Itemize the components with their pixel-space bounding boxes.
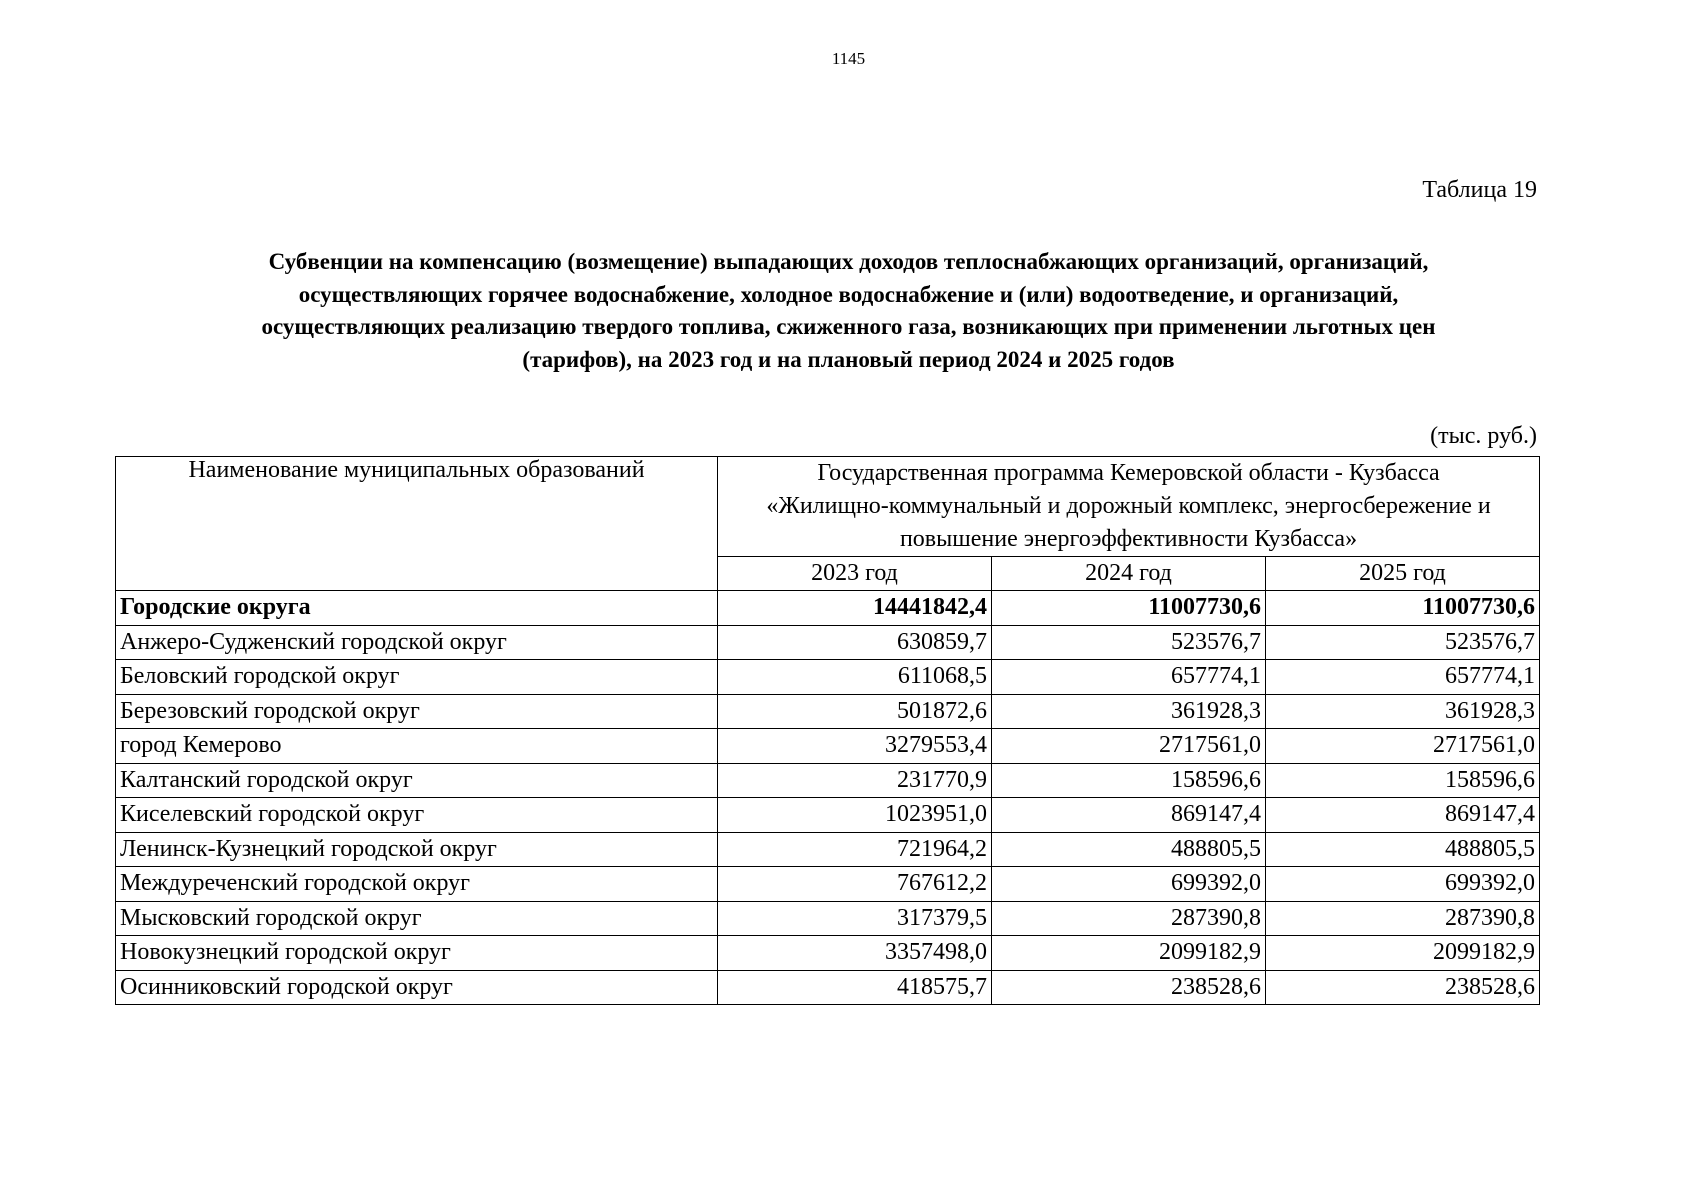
- value-2023-cell: 611068,5: [718, 660, 992, 695]
- table-row: [116, 625, 1540, 660]
- value-2024-cell: 158596,6: [992, 763, 1266, 798]
- value-2025-cell: 238528,6: [1266, 970, 1540, 1005]
- program-header-line: повышение энергоэффективности Кузбасса»: [899, 526, 1358, 552]
- table-row: [116, 763, 1540, 798]
- value-2025-cell: 2717561,0: [1266, 729, 1540, 764]
- units-note: (тыс. руб.): [1430, 423, 1537, 449]
- table-row: [116, 660, 1540, 695]
- value-2024-cell: 11007730,6: [992, 591, 1266, 626]
- value-2023-cell: 231770,9: [718, 763, 992, 798]
- municipality-name-cell: город Кемерово: [116, 729, 718, 764]
- subventions-table: [115, 456, 1540, 1005]
- value-2023-cell: 721964,2: [718, 832, 992, 867]
- value-2023-cell: 14441842,4: [718, 591, 992, 626]
- table-row: [116, 936, 1540, 971]
- title-line: осуществляющих реализацию твердого топлива, сжиженного газа, возникающих при применении льготных цен: [261, 314, 1436, 339]
- table-row: [116, 798, 1540, 833]
- table-row: [116, 832, 1540, 867]
- value-2025-cell: 361928,3: [1266, 694, 1540, 729]
- table-label: Таблица 19: [1422, 177, 1537, 203]
- value-2024-cell: 238528,6: [992, 970, 1266, 1005]
- municipality-name-cell: Беловский городской округ: [116, 660, 718, 695]
- value-2024-cell: 361928,3: [992, 694, 1266, 729]
- municipality-column-header: Наименование муниципальных образований: [116, 457, 718, 591]
- year-header-2024: 2024 год: [992, 557, 1266, 591]
- program-header: [718, 457, 1540, 557]
- value-2025-cell: 869147,4: [1266, 798, 1540, 833]
- table-row: [116, 729, 1540, 764]
- title-line: Субвенции на компенсацию (возмещение) выпадающих доходов теплоснабжающих организаций, организаций,: [268, 249, 1429, 274]
- value-2024-cell: 2099182,9: [992, 936, 1266, 971]
- year-header-2023: 2023 год: [718, 557, 992, 591]
- year-header-2025: 2025 год: [1266, 557, 1540, 591]
- value-2023-cell: 418575,7: [718, 970, 992, 1005]
- table-row: [116, 867, 1540, 902]
- municipality-name-cell: Городские округа: [116, 591, 718, 626]
- value-2023-cell: 317379,5: [718, 901, 992, 936]
- table-body: [116, 591, 1540, 1005]
- value-2023-cell: 630859,7: [718, 625, 992, 660]
- value-2023-cell: 501872,6: [718, 694, 992, 729]
- table-row: [116, 901, 1540, 936]
- program-header-line: «Жилищно-коммунальный и дорожный комплекс, энергосбережение и: [766, 493, 1491, 519]
- municipality-name-cell: Междуреченский городской округ: [116, 867, 718, 902]
- value-2024-cell: 699392,0: [992, 867, 1266, 902]
- value-2023-cell: 3357498,0: [718, 936, 992, 971]
- table-row: [116, 694, 1540, 729]
- value-2024-cell: 488805,5: [992, 832, 1266, 867]
- municipality-name-cell: Новокузнецкий городской округ: [116, 936, 718, 971]
- municipality-name-cell: Киселевский городской округ: [116, 798, 718, 833]
- value-2025-cell: 287390,8: [1266, 901, 1540, 936]
- value-2025-cell: 158596,6: [1266, 763, 1540, 798]
- table-row: [116, 970, 1540, 1005]
- value-2024-cell: 287390,8: [992, 901, 1266, 936]
- page-number: 1145: [831, 49, 866, 68]
- value-2024-cell: 657774,1: [992, 660, 1266, 695]
- value-2024-cell: 2717561,0: [992, 729, 1266, 764]
- value-2025-cell: 523576,7: [1266, 625, 1540, 660]
- value-2025-cell: 11007730,6: [1266, 591, 1540, 626]
- value-2025-cell: 699392,0: [1266, 867, 1540, 902]
- municipality-name-cell: Осинниковский городской округ: [116, 970, 718, 1005]
- municipality-name-cell: Анжеро-Судженский городской округ: [116, 625, 718, 660]
- value-2025-cell: 657774,1: [1266, 660, 1540, 695]
- title-line: осуществляющих горячее водоснабжение, холодное водоснабжение и (или) водоотведение, и организаций,: [298, 281, 1399, 307]
- municipality-name-cell: Калтанский городской округ: [116, 763, 718, 798]
- municipality-name-cell: Мысковский городской округ: [116, 901, 718, 936]
- title-line: (тарифов), на 2023 год и на плановый период 2024 и 2025 годов: [522, 346, 1175, 372]
- value-2024-cell: 869147,4: [992, 798, 1266, 833]
- value-2023-cell: 3279553,4: [718, 729, 992, 764]
- value-2025-cell: 488805,5: [1266, 832, 1540, 867]
- value-2023-cell: 767612,2: [718, 867, 992, 902]
- value-2023-cell: 1023951,0: [718, 798, 992, 833]
- value-2024-cell: 523576,7: [992, 625, 1266, 660]
- document-title: [130, 246, 1567, 376]
- total-row: [116, 591, 1540, 626]
- value-2025-cell: 2099182,9: [1266, 936, 1540, 971]
- municipality-name-cell: Березовский городской округ: [116, 694, 718, 729]
- program-header-line: Государственная программа Кемеровской области - Кузбасса: [817, 460, 1440, 486]
- municipality-name-cell: Ленинск-Кузнецкий городской округ: [116, 832, 718, 867]
